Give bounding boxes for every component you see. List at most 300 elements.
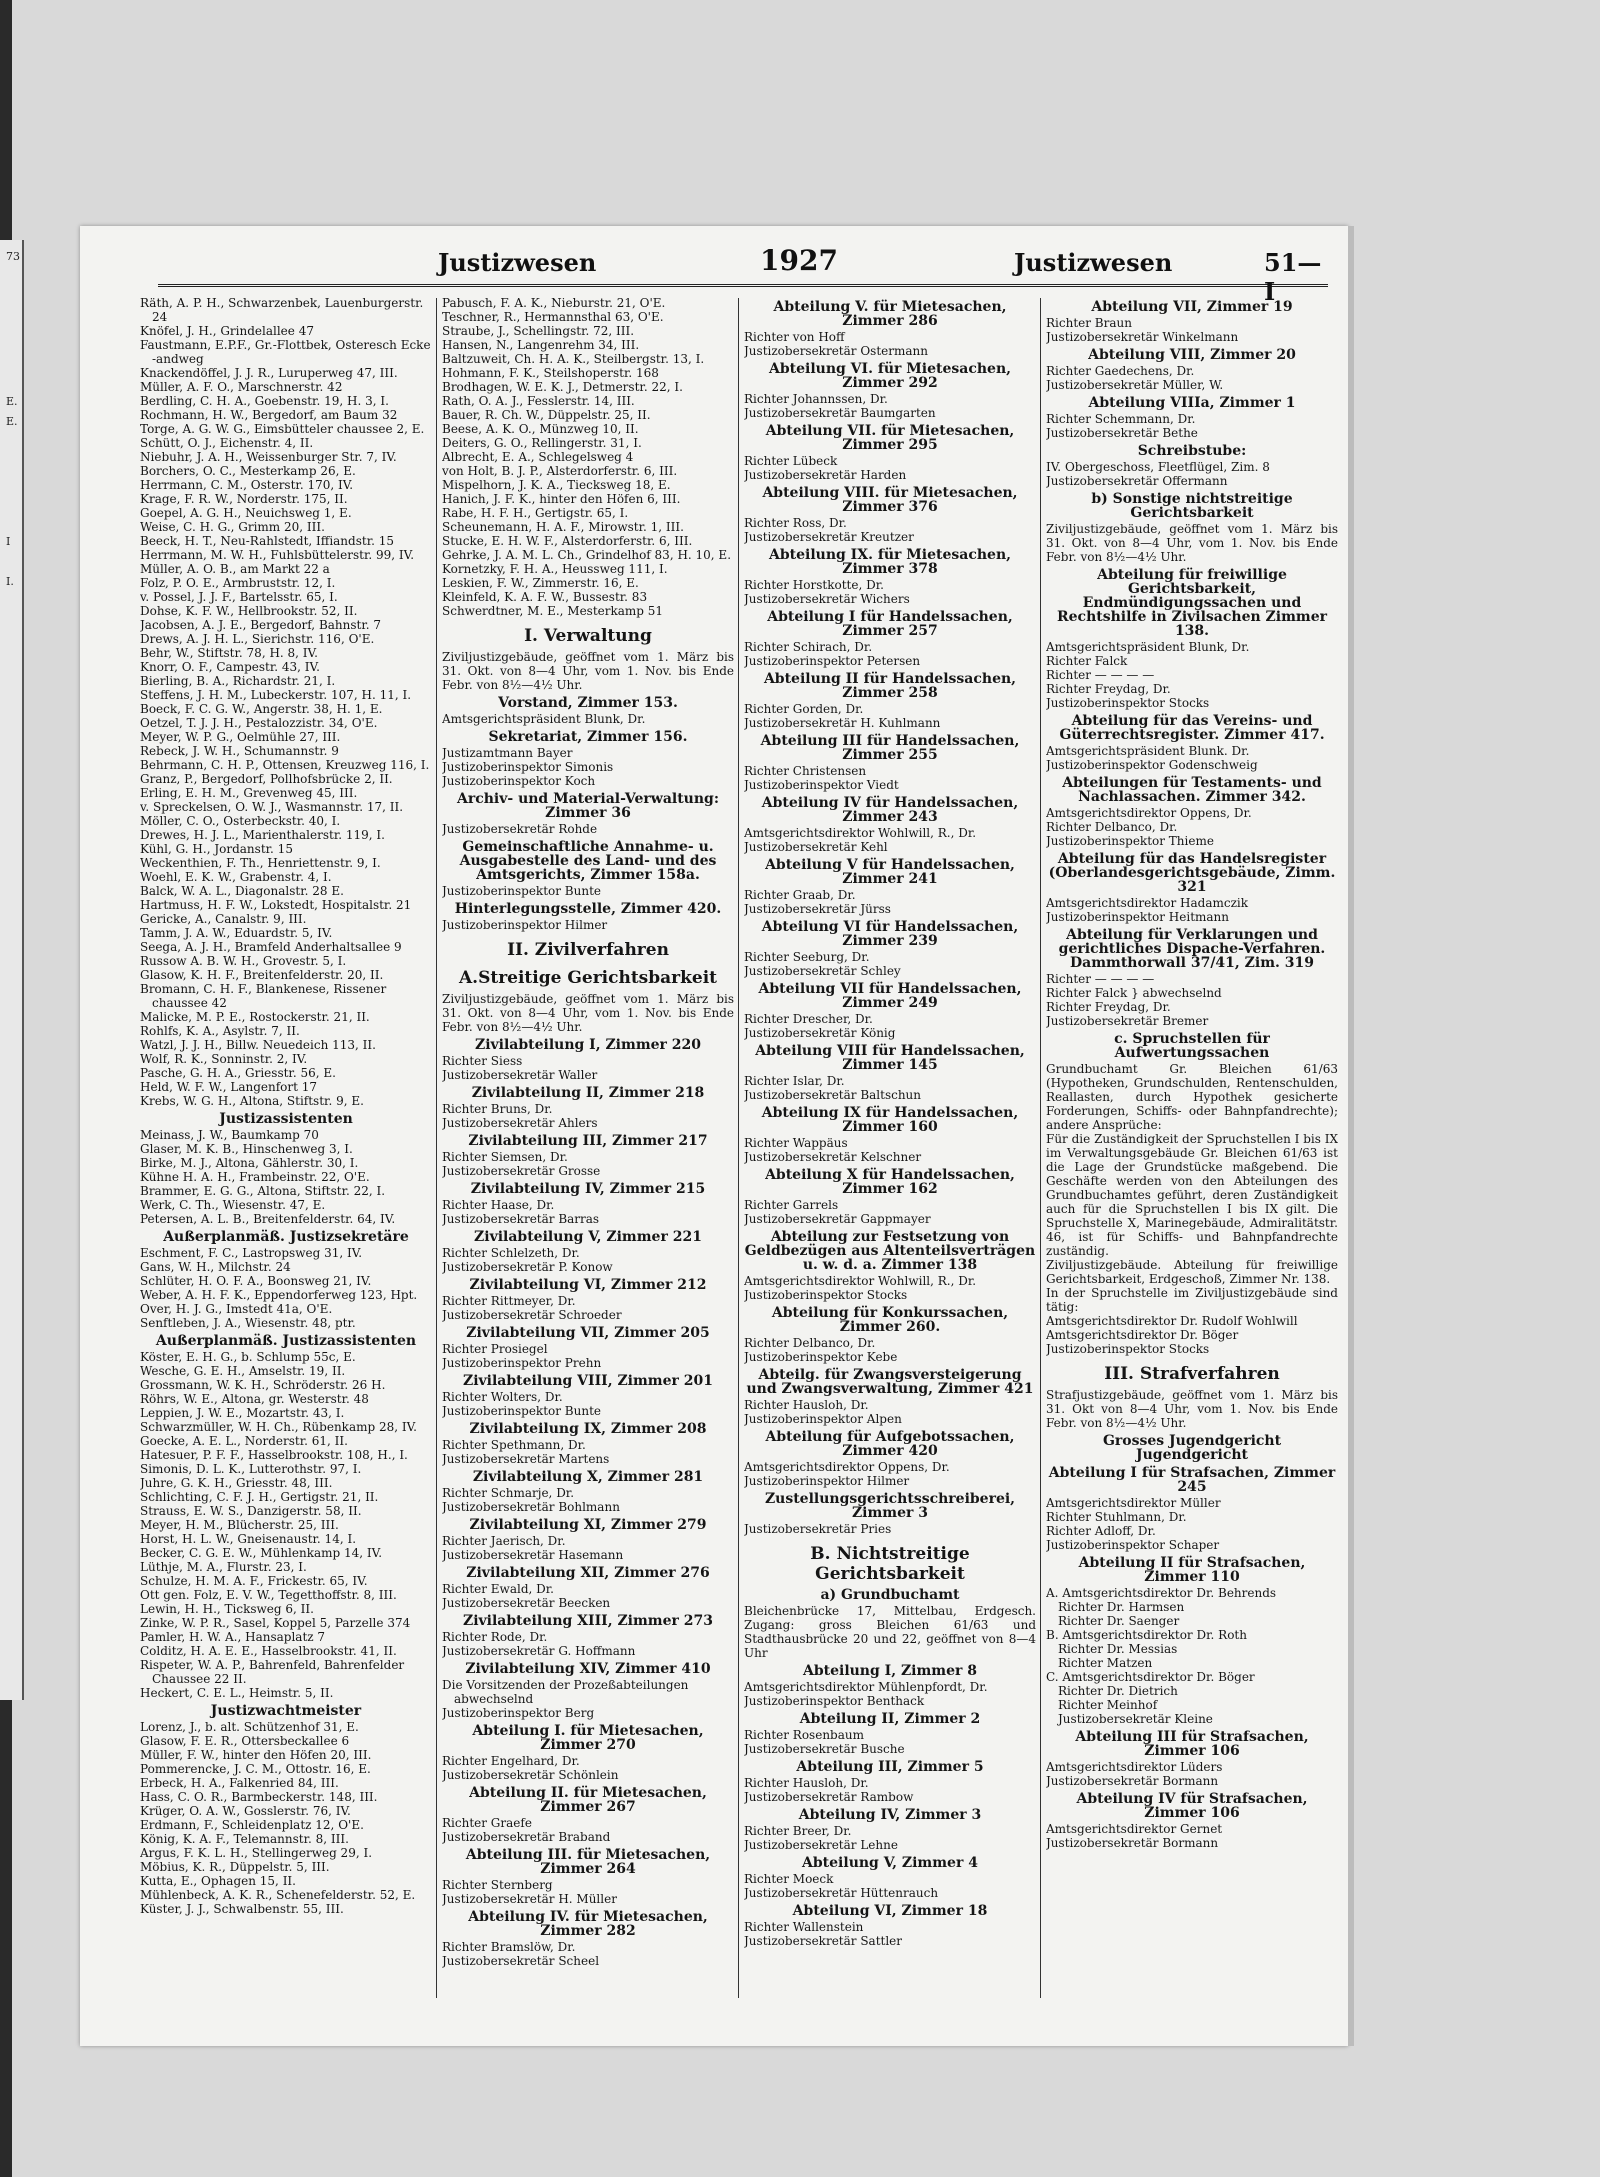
- column-2: [442, 296, 734, 2016]
- directory-entry: Justizobersekretär Beecken: [442, 1596, 611, 1610]
- directory-entry: B. Amtsgerichtsdirektor Dr. Roth: [1046, 1628, 1247, 1642]
- directory-entry: Beese, A. K. O., Münzweg 10, II.: [442, 422, 639, 436]
- major-heading: B. Nichtstreitige Gerichtsbarkeit: [810, 1544, 970, 1584]
- directory-entry: Schwarzmüller, W. H. Ch., Rübenkamp 28, IV.: [140, 1420, 417, 1434]
- directory-entry: Amtsgerichtsdirektor Wohlwill, R., Dr.: [744, 826, 977, 840]
- section-heading: Abteilg. für Zwangsversteigerung und Zwangsverwaltung, Zimmer 421: [746, 1367, 1034, 1397]
- directory-entry: Justizoberinspektor Viedt: [744, 778, 899, 792]
- section-heading: Abteilung V, Zimmer 4: [802, 1855, 978, 1871]
- directory-entry: Justizoberinspektor Schaper: [1046, 1538, 1220, 1552]
- directory-entry: Justizobersekretär Sattler: [744, 1934, 903, 1948]
- directory-entry: Amtsgerichtsdirektor Oppens, Dr.: [1046, 806, 1252, 820]
- directory-entry: Horst, H. L. W., Gneisenaustr. 14, I.: [140, 1532, 357, 1546]
- section-heading: Schreibstube:: [1137, 443, 1247, 459]
- directory-entry: Richter von Hoff: [744, 330, 845, 344]
- directory-entry: Colditz, H. A. E. E., Hasselbrookstr. 41, II.: [140, 1644, 397, 1658]
- directory-entry: Knackendöffel, J. J. R., Luruperweg 47, III.: [140, 366, 398, 380]
- directory-entry: Justizobersekretär Bohlmann: [442, 1500, 620, 1514]
- section-heading: Zivilabteilung IV, Zimmer 215: [470, 1181, 706, 1197]
- directory-entry: Amtsgerichtsdirektor Mühlenpfordt, Dr.: [744, 1680, 988, 1694]
- directory-entry: Richter Rosenbaum: [744, 1728, 864, 1742]
- section-heading: Abteilung zur Festsetzung von Geldbezügen aus Altenteilsverträgen u. w. d. a. Zimmer 138: [744, 1229, 1036, 1273]
- directory-entry: Amtsgerichtsdirektor Dr. Rudolf Wohlwill: [1046, 1314, 1298, 1328]
- directory-entry: Richter Bruns, Dr.: [442, 1102, 553, 1116]
- section-heading: Abteilung III für Strafsachen, Zimmer 106: [1075, 1729, 1309, 1759]
- directory-entry: Drews, A. J. H. L., Sierichstr. 116, O'E.: [140, 632, 375, 646]
- section-heading: Abteilung für Verklarungen und gerichtliches Dispache-Verfahren. Dammthorwall 37/41, Zim. 319: [1058, 927, 1326, 971]
- directory-entry: Grossmann, W. K. H., Schröderstr. 26 H.: [140, 1378, 386, 1392]
- scrap-mark: I.: [6, 575, 14, 588]
- directory-entry: Richter Stuhlmann, Dr.: [1046, 1510, 1187, 1524]
- directory-entry: Leskien, F. W., Zimmerstr. 16, E.: [442, 576, 639, 590]
- directory-entry: Justizobersekretär Schönlein: [442, 1768, 619, 1782]
- directory-entry: Justizobersekretär Baumgarten: [744, 406, 936, 420]
- section-heading: Grosses Jugendgericht Jugendgericht: [1102, 1433, 1282, 1463]
- section-heading: Außerplanmäß. Justizassistenten: [155, 1333, 417, 1349]
- info-paragraph: In der Spruchstelle im Ziviljustizgebäude sind tätig:: [1046, 1286, 1338, 1314]
- directory-entry: Die Vorsitzenden der Prozeßabteilungen abwechselnd: [442, 1678, 689, 1706]
- directory-entry: Weise, C. H. G., Grimm 20, III.: [140, 520, 325, 534]
- directory-entry: Richter Schirach, Dr.: [744, 640, 873, 654]
- directory-entry: Justizobersekretär Offermann: [1046, 474, 1228, 488]
- directory-entry: Scheunemann, H. A. F., Mirowstr. 1, III.: [442, 520, 684, 534]
- directory-entry: Boeck, F. C. G. W., Angerstr. 38, H. 1, E.: [140, 702, 383, 716]
- section-heading: Abteilung VI, Zimmer 18: [792, 1903, 988, 1919]
- header-left-title: Justizwesen: [438, 248, 597, 277]
- directory-entry: Richter Rittmeyer, Dr.: [442, 1294, 576, 1308]
- directory-entry: Over, H. J. G., Imstedt 41a, O'E.: [140, 1302, 333, 1316]
- directory-entry: Justizoberinspektor Godenschweig: [1046, 758, 1258, 772]
- indented-entry: Richter Meinhof: [1058, 1698, 1158, 1712]
- directory-entry: Amtsgerichtsdirektor Müller: [1046, 1496, 1221, 1510]
- section-heading: Zivilabteilung II, Zimmer 218: [471, 1085, 705, 1101]
- directory-entry: Justizobersekretär Kelschner: [744, 1150, 922, 1164]
- directory-entry: Lüthje, M. A., Flurstr. 23, I.: [140, 1560, 307, 1574]
- directory-entry: Herrmann, M. W. H., Fuhlsbüttelerstr. 99, IV.: [140, 548, 415, 562]
- directory-entry: Justizobersekretär Hüttenrauch: [744, 1886, 939, 1900]
- directory-entry: Kühne H. A. H., Frambeinstr. 22, O'E.: [140, 1170, 370, 1184]
- directory-entry: Amtsgerichtsdirektor Oppens, Dr.: [744, 1460, 950, 1474]
- section-heading: Zivilabteilung IX, Zimmer 208: [469, 1421, 707, 1437]
- directory-entry: von Holt, B. J. P., Alsterdorferstr. 6, III.: [442, 464, 678, 478]
- directory-entry: Justizoberinspektor Stocks: [1046, 1342, 1210, 1356]
- directory-entry: Lorenz, J., b. alt. Schützenhof 31, E.: [140, 1720, 359, 1734]
- directory-entry: Dohse, K. F. W., Hellbrookstr. 52, II.: [140, 604, 358, 618]
- directory-entry: Pasche, G. H. A., Griesstr. 56, E.: [140, 1066, 336, 1080]
- directory-entry: Amtsgerichtspräsident Blunk, Dr.: [1046, 640, 1250, 654]
- directory-entry: Hass, C. O. R., Barmbeckerstr. 148, III.: [140, 1790, 378, 1804]
- directory-entry: Kühl, G. H., Jordanstr. 15: [140, 842, 293, 856]
- directory-entry: König, K. A. F., Telemannstr. 8, III.: [140, 1832, 349, 1846]
- directory-entry: Bierling, B. A., Richardstr. 21, I.: [140, 674, 336, 688]
- directory-entry: Erling, E. H. M., Grevenweg 45, III.: [140, 786, 358, 800]
- directory-entry: Richter — — — —: [1046, 972, 1155, 986]
- section-heading: Abteilung II, Zimmer 2: [799, 1711, 981, 1727]
- section-heading: Abteilung IV. für Mietesachen, Zimmer 282: [468, 1909, 708, 1939]
- section-heading: Abteilung VI für Handelssachen, Zimmer 239: [761, 919, 1019, 949]
- directory-entry: Justizobersekretär Pries: [744, 1522, 892, 1536]
- section-heading: Abteilung III für Handelssachen, Zimmer 255: [760, 733, 1020, 763]
- directory-entry: Richter Falck: [1046, 654, 1128, 668]
- directory-entry: Malicke, M. P. E., Rostockerstr. 21, II.: [140, 1010, 370, 1024]
- directory-entry: Justizobersekretär Lehne: [744, 1838, 898, 1852]
- directory-entry: Richter Wallenstein: [744, 1920, 864, 1934]
- directory-entry: Ott gen. Folz, E. V. W., Tegetthoffstr. 8, III.: [140, 1588, 397, 1602]
- directory-entry: Köster, E. H. G., b. Schlump 55c, E.: [140, 1350, 356, 1364]
- section-heading: b) Sonstige nichtstreitige Gerichtsbarkeit: [1091, 491, 1293, 521]
- directory-entry: Justizobersekretär Braband: [442, 1830, 611, 1844]
- section-heading: Abteilung II. für Mietesachen, Zimmer 267: [469, 1785, 707, 1815]
- directory-entry: Mühlenbeck, A. K. R., Schenefelderstr. 52, E.: [140, 1888, 416, 1902]
- directory-entry: Richter Islar, Dr.: [744, 1074, 845, 1088]
- directory-entry: Richter Horstkotte, Dr.: [744, 578, 884, 592]
- section-heading: Abteilung für das Vereins- und Güterrechtsregister. Zimmer 417.: [1059, 713, 1325, 743]
- directory-entry: Justizoberinspektor Alpen: [744, 1412, 902, 1426]
- directory-entry: Woehl, E. K. W., Grabenstr. 4, I.: [140, 870, 332, 884]
- directory-entry: Richter Gorden, Dr.: [744, 702, 864, 716]
- directory-entry: Rebeck, J. W. H., Schumannstr. 9: [140, 744, 339, 758]
- directory-entry: Rispeter, W. A. P., Bahrenfeld, Bahrenfelder Chaussee 22 II.: [140, 1658, 405, 1686]
- directory-entry: Röhrs, W. E., Altona, gr. Westerstr. 48: [140, 1392, 369, 1406]
- directory-entry: Justizoberinspektor Simonis: [442, 760, 614, 774]
- directory-entry: v. Spreckelsen, O. W. J., Wasmannstr. 17, II.: [140, 800, 404, 814]
- section-heading: Abteilung IV, Zimmer 3: [798, 1807, 982, 1823]
- info-paragraph: Bleichenbrücke 17, Mittelbau, Erdgesch. Zugang: gross Bleichen 61/63 und Stadthausbrücke 20 und 22, geöffnet von 8—4 Uhr: [744, 1604, 1036, 1660]
- directory-entry: Gans, W. H., Milchstr. 24: [140, 1260, 291, 1274]
- column-1: [140, 296, 432, 2016]
- directory-entry: Richter Haase, Dr.: [442, 1198, 555, 1212]
- directory-entry: IV. Obergeschoss, Fleetflügel, Zim. 8: [1046, 460, 1270, 474]
- directory-entry: Richter Seeburg, Dr.: [744, 950, 870, 964]
- section-heading: Zivilabteilung XIII, Zimmer 273: [462, 1613, 713, 1629]
- directory-entry: Justizoberinspektor Bunte: [442, 884, 601, 898]
- directory-entry: Heckert, C. E. L., Heimstr. 5, II.: [140, 1686, 334, 1700]
- major-heading: III. Strafverfahren: [1104, 1364, 1280, 1384]
- directory-entry: Amtsgerichtsdirektor Hadamczik: [1046, 896, 1249, 910]
- section-heading: Justizassistenten: [219, 1111, 353, 1127]
- directory-entry: Richter Gaedechens, Dr.: [1046, 364, 1195, 378]
- directory-entry: Richter Siemsen, Dr.: [442, 1150, 568, 1164]
- directory-entry: Amtsgerichtspräsident Blunk. Dr.: [1046, 744, 1250, 758]
- directory-entry: Richter Lübeck: [744, 454, 838, 468]
- directory-entry: Justizobersekretär Ostermann: [744, 344, 928, 358]
- directory-entry: Justizamtmann Bayer: [442, 746, 573, 760]
- directory-entry: Justizobersekretär Harden: [744, 468, 907, 482]
- directory-entry: Granz, P., Bergedorf, Pollhofsbrücke 2, II.: [140, 772, 393, 786]
- directory-entry: Justizobersekretär Rohde: [442, 822, 598, 836]
- indented-entry: Justizobersekretär Kleine: [1058, 1712, 1213, 1726]
- directory-entry: Justizobersekretär Schroeder: [442, 1308, 622, 1322]
- adjacent-page-scrap: [0, 240, 24, 1700]
- directory-entry: Becker, C. G. E. W., Mühlenkamp 14, IV.: [140, 1546, 383, 1560]
- directory-entry: Justizobersekretär Scheel: [442, 1954, 600, 1968]
- directory-entry: Amtsgerichtsdirektor Dr. Böger: [1046, 1328, 1239, 1342]
- directory-entry: Senftleben, J. A., Wiesenstr. 48, ptr.: [140, 1316, 356, 1330]
- directory-entry: Weber, A. H. F. K., Eppendorferweg 123, Hpt.: [140, 1288, 418, 1302]
- directory-entry: Justizoberinspektor Stocks: [744, 1288, 908, 1302]
- directory-entry: Justizoberinspektor Bunte: [442, 1404, 601, 1418]
- directory-entry: Justizobersekretär Bormann: [1046, 1774, 1219, 1788]
- major-heading: II. Zivilverfahren: [507, 940, 669, 960]
- directory-entry: Simonis, D. L. K., Lutterothstr. 97, I.: [140, 1462, 362, 1476]
- column-3: [744, 296, 1036, 2016]
- directory-entry: Richter Hausloh, Dr.: [744, 1398, 869, 1412]
- directory-entry: Richter Engelhard, Dr.: [442, 1754, 580, 1768]
- section-heading: Zivilabteilung V, Zimmer 221: [474, 1229, 702, 1245]
- directory-entry: Pabusch, F. A. K., Nieburstr. 21, O'E.: [442, 296, 666, 310]
- directory-entry: Richter Ross, Dr.: [744, 516, 847, 530]
- directory-entry: Richter Graefe: [442, 1816, 532, 1830]
- directory-entry: Justizobersekretär Hasemann: [442, 1548, 624, 1562]
- scrap-mark: 73: [6, 250, 20, 263]
- directory-entry: Gericke, A., Canalstr. 9, III.: [140, 912, 307, 926]
- directory-entry: Justizobersekretär Jürss: [744, 902, 891, 916]
- directory-entry: Brodhagen, W. E. K. J., Detmerstr. 22, I.: [442, 380, 683, 394]
- section-heading: Abteilung für Konkurssachen, Zimmer 260.: [771, 1305, 1009, 1335]
- scrap-mark: E.: [6, 395, 18, 408]
- directory-entry: Wolf, R. K., Sonninstr. 2, IV.: [140, 1052, 308, 1066]
- directory-entry: Justizobersekretär Barras: [442, 1212, 600, 1226]
- directory-entry: Strauss, E. W. S., Danzigerstr. 58, II.: [140, 1504, 362, 1518]
- directory-entry: Richter Ewald, Dr.: [442, 1582, 554, 1596]
- directory-entry: Birke, M. J., Altona, Gählerstr. 30, I.: [140, 1156, 359, 1170]
- directory-entry: Kutta, E., Ophagen 15, II.: [140, 1874, 296, 1888]
- directory-entry: Goepel, A. G. H., Neuichsweg 1, E.: [140, 506, 352, 520]
- directory-entry: Herrmann, C. M., Osterstr. 170, IV.: [140, 478, 354, 492]
- directory-entry: Justizobersekretär Martens: [442, 1452, 610, 1466]
- section-heading: Abteilung III, Zimmer 5: [796, 1759, 984, 1775]
- directory-entry: Seega, A. J. H., Bramfeld Anderhaltsallee 9: [140, 940, 402, 954]
- indented-entry: Richter Dr. Dietrich: [1058, 1684, 1178, 1698]
- directory-entry: Straube, J., Schellingstr. 72, III.: [442, 324, 635, 338]
- directory-entry: Richter — — — —: [1046, 668, 1155, 682]
- directory-entry: Hartmuss, H. F. W., Lokstedt, Hospitalstr. 21: [140, 898, 412, 912]
- directory-entry: Justizoberinspektor Koch: [442, 774, 596, 788]
- directory-entry: Richter Breer, Dr.: [744, 1824, 852, 1838]
- directory-entry: Justizobersekretär Bremer: [1046, 1014, 1209, 1028]
- section-heading: Zivilabteilung I, Zimmer 220: [474, 1037, 702, 1053]
- info-paragraph: Ziviljustizgebäude. Abteilung für freiwillige Gerichtsbarkeit, Erdgeschoß, Zimmer Nr. 138.: [1046, 1258, 1338, 1286]
- directory-entry: Rochmann, H. W., Bergedorf, am Baum 32: [140, 408, 398, 422]
- indented-entry: Richter Dr. Harmsen: [1058, 1600, 1185, 1614]
- directory-entry: Richter Wolters, Dr.: [442, 1390, 563, 1404]
- section-heading: Abteilung VIII, Zimmer 20: [1088, 347, 1296, 363]
- directory-entry: Folz, P. O. E., Armbruststr. 12, I.: [140, 576, 336, 590]
- directory-entry: Rath, O. A. J., Fesslerstr. 14, III.: [442, 394, 635, 408]
- directory-entry: Held, W. F. W., Langenfort 17: [140, 1080, 318, 1094]
- section-heading: a) Grundbuchamt: [820, 1587, 960, 1603]
- directory-entry: Richter Freydag, Dr.: [1046, 682, 1171, 696]
- directory-entry: Justizobersekretär Rambow: [744, 1790, 914, 1804]
- directory-entry: Richter Graab, Dr.: [744, 888, 856, 902]
- directory-entry: Justizoberinspektor Hilmer: [442, 918, 608, 932]
- directory-entry: Richter Sternberg: [442, 1878, 553, 1892]
- directory-entry: Kleinfeld, K. A. F. W., Bussestr. 83: [442, 590, 648, 604]
- directory-entry: Justizobersekretär Bethe: [1046, 426, 1198, 440]
- directory-entry: Justizobersekretär Winkelmann: [1046, 330, 1239, 344]
- directory-entry: Rabe, H. F. H., Gertigstr. 65, I.: [442, 506, 629, 520]
- section-heading: Abteilung I für Strafsachen, Zimmer 245: [1048, 1465, 1336, 1495]
- directory-entry: Beeck, H. T., Neu-Rahlstedt, Iffiandstr. 15: [140, 534, 395, 548]
- directory-entry: Juhre, G. K. H., Griesstr. 48, III.: [140, 1476, 333, 1490]
- scrap-mark: I: [6, 535, 11, 548]
- section-heading: Zivilabteilung XI, Zimmer 279: [469, 1517, 707, 1533]
- section-heading: Abteilung II für Strafsachen, Zimmer 110: [1078, 1555, 1306, 1585]
- section-heading: Abteilung für Aufgebotssachen, Zimmer 420: [765, 1429, 1015, 1459]
- info-paragraph: Grundbuchamt Gr. Bleichen 61/63 (Hypotheken, Grundschulden, Rentenschulden, Reallasten, durch Hypothek gesicherte Forderungen, Schiffs- oder Bahnpfandrechte); andere Ansprüche:: [1046, 1062, 1338, 1132]
- directory-entry: Krage, F. R. W., Norderstr. 175, II.: [140, 492, 348, 506]
- directory-entry: Justizoberinspektor Prehn: [442, 1356, 602, 1370]
- directory-entry: Meinass, J. W., Baumkamp 70: [140, 1128, 319, 1142]
- section-heading: Abteilung II für Handelssachen, Zimmer 258: [763, 671, 1017, 701]
- section-heading: Abteilung IX für Handelssachen, Zimmer 160: [761, 1105, 1019, 1135]
- directory-entry: Richter Drescher, Dr.: [744, 1012, 873, 1026]
- directory-entry: Räth, A. P. H., Schwarzenbek, Lauenburgerstr. 24: [140, 296, 424, 324]
- section-heading: c. Spruchstellen für Aufwertungssachen: [1114, 1031, 1270, 1061]
- header-page-number: 51—I: [1264, 248, 1322, 306]
- section-heading: Abteilung VI. für Mietesachen, Zimmer 292: [768, 361, 1011, 391]
- directory-entry: Drewes, H. J. L., Marienthalerstr. 119, I.: [140, 828, 385, 842]
- section-heading: Abteilung VIII. für Mietesachen, Zimmer 376: [762, 485, 1018, 515]
- directory-entry: Krüger, O. A. W., Gosslerstr. 76, IV.: [140, 1804, 351, 1818]
- info-paragraph: Für die Zuständigkeit der Spruchstellen I bis IX im Verwaltungsgebäude Gr. Bleichen 61/63 ist die Lage der Grundstücke maßgebend. Die Geschäfte werden von den Abteilungen des Grundbuchamtes geführt, deren Zuständigkeit auch für die Spruchstellen I bis IX gilt. Die Spruchstelle X, Marinegebäude, Admiralitätstr. 46, ist für Schiffs- und Bahnpfandrechte zuständig.: [1046, 1132, 1338, 1258]
- directory-entry: Müller, A. O. B., am Markt 22 a: [140, 562, 330, 576]
- directory-entry: Stucke, E. H. W. F., Alsterdorferstr. 6, III.: [442, 534, 693, 548]
- directory-entry: Hanich, J. F. K., hinter den Höfen 6, III.: [442, 492, 681, 506]
- directory-entry: Werk, C. Th., Wiesenstr. 47, E.: [140, 1198, 326, 1212]
- directory-entry: Bauer, R. Ch. W., Düppelstr. 25, II.: [442, 408, 651, 422]
- directory-entry: Justizoberinspektor Stocks: [1046, 696, 1210, 710]
- directory-entry: Richter Bramslöw, Dr.: [442, 1940, 576, 1954]
- directory-entry: Müller, A. F. O., Marschnerstr. 42: [140, 380, 343, 394]
- directory-entry: Richter Braun: [1046, 316, 1132, 330]
- directory-entry: Brammer, E. G. G., Altona, Stiftstr. 22, I.: [140, 1184, 386, 1198]
- directory-entry: Amtsgerichtspräsident Blunk, Dr.: [442, 712, 646, 726]
- section-heading: Zivilabteilung VIII, Zimmer 201: [462, 1373, 713, 1389]
- page-edge-shadow: [1348, 226, 1354, 2046]
- directory-entry: Balck, W. A. L., Diagonalstr. 28 E.: [140, 884, 344, 898]
- directory-entry: Meyer, W. P. G., Oelmühle 27, III.: [140, 730, 341, 744]
- directory-entry: Richter Jaerisch, Dr.: [442, 1534, 566, 1548]
- section-heading: Sekretariat, Zimmer 156.: [488, 729, 688, 745]
- directory-entry: Justizoberinspektor Petersen: [744, 654, 921, 668]
- section-heading: Zivilabteilung XII, Zimmer 276: [466, 1565, 710, 1581]
- section-heading: Abteilung IV für Handelssachen, Zimmer 243: [761, 795, 1019, 825]
- major-heading: A.Streitige Gerichtsbarkeit: [458, 968, 718, 988]
- directory-entry: Justizobersekretär Müller, W.: [1046, 378, 1224, 392]
- column-4: [1046, 296, 1338, 2016]
- section-heading: Zustellungsgerichtsschreiberei, Zimmer 3: [764, 1491, 1016, 1521]
- major-heading: I. Verwaltung: [524, 626, 652, 646]
- directory-entry: Justizobersekretär Baltschun: [744, 1088, 922, 1102]
- directory-entry: Pamler, H. W. A., Hansaplatz 7: [140, 1630, 326, 1644]
- section-heading: Abteilung VIIIa, Zimmer 1: [1088, 395, 1296, 411]
- section-heading: Abteilung I. für Mietesachen, Zimmer 270: [472, 1723, 704, 1753]
- directory-entry: Oetzel, T. J. J. H., Pestalozzistr. 34, O'E.: [140, 716, 378, 730]
- section-heading: Abteilung I für Handelssachen, Zimmer 257: [767, 609, 1013, 639]
- directory-entry: Richter Delbanco, Dr.: [1046, 820, 1178, 834]
- directory-entry: Richter Siess: [442, 1054, 523, 1068]
- directory-entry: Richter Schmarje, Dr.: [442, 1486, 575, 1500]
- directory-entry: Pommerencke, J. C. M., Ottostr. 16, E.: [140, 1762, 371, 1776]
- section-heading: Abteilung VII für Handelssachen, Zimmer 249: [758, 981, 1022, 1011]
- section-heading: Abteilung V. für Mietesachen, Zimmer 286: [773, 299, 1007, 329]
- directory-entry: Knorr, O. F., Campestr. 43, IV.: [140, 660, 320, 674]
- directory-entry: Justizobersekretär Bormann: [1046, 1836, 1219, 1850]
- directory-entry: Petersen, A. L. B., Breitenfelderstr. 64, IV.: [140, 1212, 396, 1226]
- directory-entry: Goecke, A. E. L., Norderstr. 61, II.: [140, 1434, 348, 1448]
- section-heading: Abteilung VII, Zimmer 19: [1091, 299, 1293, 315]
- directory-entry: Steffens, J. H. M., Lubeckerstr. 107, H. 11, I.: [140, 688, 412, 702]
- directory-entry: A. Amtsgerichtsdirektor Dr. Behrends: [1046, 1586, 1277, 1600]
- directory-entry: Albrecht, E. A., Schlegelsweg 4: [442, 450, 634, 464]
- directory-entry: Richter Prosiegel: [442, 1342, 548, 1356]
- section-heading: Abteilung VIII für Handelssachen, Zimmer 145: [755, 1043, 1025, 1073]
- directory-entry: Amtsgerichtsdirektor Wohlwill, R., Dr.: [744, 1274, 977, 1288]
- directory-entry: Deiters, G. O., Rellingerstr. 31, I.: [442, 436, 642, 450]
- info-paragraph: Ziviljustizgebäude, geöffnet vom 1. März bis 31. Okt. von 8—4 Uhr, vom 1. Nov. bis Ende Febr. von 8½—4½ Uhr.: [442, 650, 734, 692]
- directory-entry: Erbeck, H. A., Falkenried 84, III.: [140, 1776, 339, 1790]
- directory-entry: Zinke, W. P. R., Sasel, Koppel 5, Parzelle 374: [140, 1616, 411, 1630]
- section-heading: Außerplanmäß. Justizsekretäre: [163, 1229, 409, 1245]
- directory-entry: Justizobersekretär Waller: [442, 1068, 598, 1082]
- header-right-title: Justizwesen: [1014, 248, 1173, 277]
- indented-entry: Richter Dr. Saenger: [1058, 1614, 1180, 1628]
- directory-entry: Argus, F. K. L. H., Stellingerweg 29, I.: [140, 1846, 373, 1860]
- directory-entry: Schulze, H. M. A. F., Frickestr. 65, IV.: [140, 1574, 368, 1588]
- info-paragraph: Strafjustizgebäude, geöffnet vom 1. März bis 31. Okt von 8—4 Uhr, vom 1. Nov. bis Ende Febr. von 8½—4½ Uhr.: [1046, 1388, 1338, 1430]
- directory-entry: Krebs, W. G. H., Altona, Stiftstr. 9, E.: [140, 1094, 364, 1108]
- directory-entry: Möbius, K. R., Düppelstr. 5, III.: [140, 1860, 330, 1874]
- directory-entry: v. Possel, J. J. F., Bartelsstr. 65, I.: [140, 590, 338, 604]
- directory-entry: Justizoberinspektor Hilmer: [744, 1474, 910, 1488]
- directory-entry: C. Amtsgerichtsdirektor Dr. Böger: [1046, 1670, 1255, 1684]
- section-heading: Zivilabteilung X, Zimmer 281: [472, 1469, 704, 1485]
- directory-entry: Wesche, G. E. H., Amselstr. 19, II.: [140, 1364, 346, 1378]
- directory-entry: Kornetzky, F. H. A., Heussweg 111, I.: [442, 562, 668, 576]
- info-paragraph: Ziviljustizgebäude, geöffnet vom 1. März bis 31. Okt. von 8—4 Uhr, vom 1. Nov. bis Ende Febr. von 8½—4½ Uhr.: [1046, 522, 1338, 564]
- directory-entry: Behrmann, C. H. P., Ottensen, Kreuzweg 116, I.: [140, 758, 430, 772]
- directory-entry: Küster, J. J., Schwalbenstr. 55, III.: [140, 1902, 344, 1916]
- directory-entry: Justizobersekretär Grosse: [442, 1164, 601, 1178]
- directory-entry: Schütt, O. J., Eichenstr. 4, II.: [140, 436, 314, 450]
- directory-entry: Jacobsen, A. J. E., Bergedorf, Bahnstr. 7: [140, 618, 382, 632]
- directory-entry: Teschner, R., Hermannsthal 63, O'E.: [442, 310, 664, 324]
- info-paragraph: Ziviljustizgebäude, geöffnet vom 1. März bis 31. Okt. von 8—4 Uhr, vom 1. Nov. bis Ende Febr. von 8½—4½ Uhr.: [442, 992, 734, 1034]
- section-heading: Abteilungen für Testaments- und Nachlassachen. Zimmer 342.: [1062, 775, 1322, 805]
- indented-entry: Richter Dr. Messias: [1058, 1642, 1178, 1656]
- directory-entry: Hansen, N., Langenrehm 34, III.: [442, 338, 640, 352]
- directory-entry: Eschment, F. C., Lastropsweg 31, IV.: [140, 1246, 363, 1260]
- section-heading: Archiv- und Material-Verwaltung: Zimmer 36: [456, 791, 719, 821]
- section-heading: Zivilabteilung XIV, Zimmer 410: [465, 1661, 711, 1677]
- section-heading: Abteilung I, Zimmer 8: [802, 1663, 978, 1679]
- directory-entry: Justizobersekretär Busche: [744, 1742, 905, 1756]
- directory-entry: Weckenthien, F. Th., Henriettenstr. 9, I.: [140, 856, 381, 870]
- directory-entry: Justizoberinspektor Thieme: [1046, 834, 1214, 848]
- directory-entry: Justizobersekretär Kreutzer: [744, 530, 914, 544]
- directory-entry: Justizobersekretär König: [744, 1026, 896, 1040]
- directory-entry: Gehrke, J. A. M. L. Ch., Grindelhof 83, H. 10, E.: [442, 548, 732, 562]
- directory-entry: Justizoberinspektor Benthack: [744, 1694, 925, 1708]
- directory-entry: Justizoberinspektor Kebe: [744, 1350, 898, 1364]
- scrap-mark: E.: [6, 415, 18, 428]
- section-heading: Abteilung IV für Strafsachen, Zimmer 106: [1076, 1791, 1308, 1821]
- section-heading: Abteilung für das Handelsregister (Oberlandesgerichtsgebäude, Zimm. 321: [1048, 851, 1336, 895]
- directory-entry: Justizobersekretär Kehl: [744, 840, 888, 854]
- directory-entry: Borchers, O. C., Mesterkamp 26, E.: [140, 464, 356, 478]
- directory-entry: Justizobersekretär H. Kuhlmann: [744, 716, 941, 730]
